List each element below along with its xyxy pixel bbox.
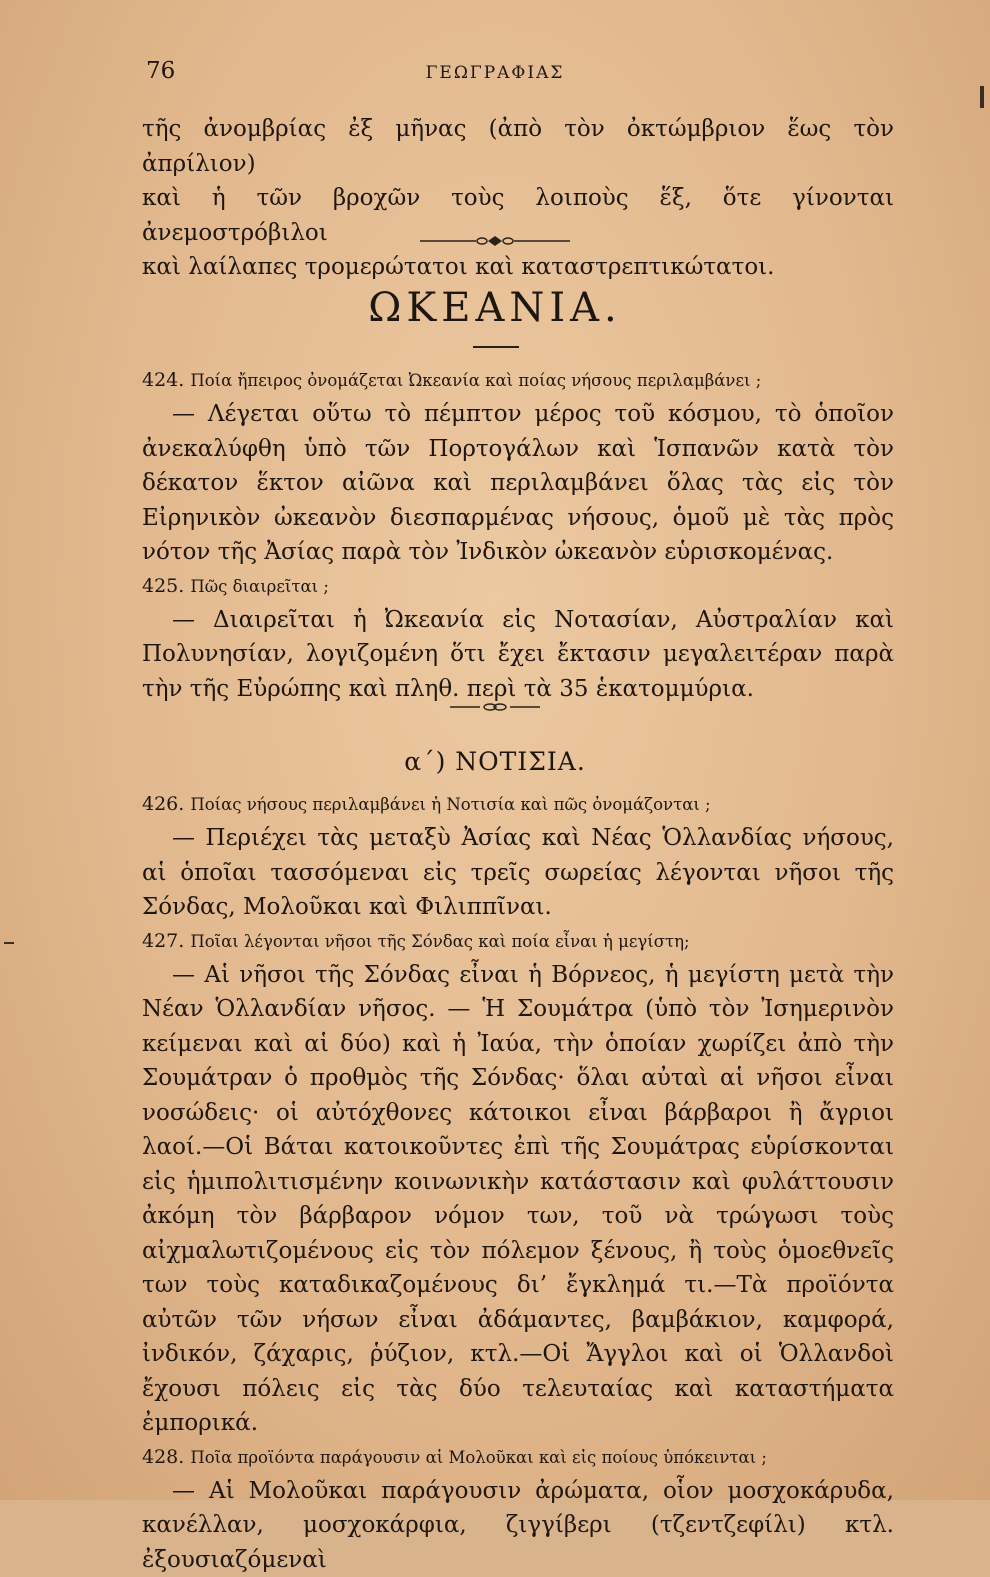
intro-line: καὶ λαίλαπες τρομερώτατοι καὶ καταστρεπτικώτατοι. xyxy=(142,250,894,285)
answer-427: — Αἱ νῆσοι τῆς Σόνδας εἶναι ἡ Βόρνεος, ἡ μεγίστη μετὰ τὴν Νέαν Ὁλλανδίαν νῆσος. — Ἡ Σουμάτρα (ὑπὸ τὸν Ἰσημερινὸν κείμεναι καὶ αἱ δύο) καὶ ἡ Ἰαύα, τὴν ὁποίαν χωρίζει ἀπὸ τὴν Σουμάτραν ὁ προθμὸς τῆς Σόνδας· ὅλαι αὐταὶ αἱ νῆσοι εἶναι νοσώδεις· οἱ αὐτόχθονες κάτοικοι εἶναι βάρβαροι ἢ ἄγριοι λαοί.—Οἱ Βάται κατοικοῦντες ἐπὶ τῆς Σουμάτρας εὑρίσκονται εἰς ἡμιπολιτισμένην κοινωνικὴν κατάστασιν καὶ φυλάττουσιν ἀκόμη τὸν βάρβαρον νόμον των, τοῦ νὰ τρώγωσι τοὺς αἰχμαλωτιζομένους εἰς τὸν πόλεμον ξένους, ἢ τοὺς ὁμοεθνεῖς των τοὺς καταδικαζομένους δι’ ἔγκλημά τι.—Τὰ προϊόντα αὐτῶν τῶν νήσων εἶναι ἀδάμαντες, βαμβάκιον, καμφορά, ἰνδικόν, ζάχαρις, ῥύζιον, κτλ.—Οἱ Ἄγγλοι καὶ οἱ Ὁλλανδοὶ ἔχουσι πόλεις εἰς τὰς δύο τελευταίας καὶ καταστήματα ἐμπορικά. xyxy=(142,958,894,1441)
title-underline xyxy=(473,346,519,348)
answer-426: — Περιέχει τὰς μεταξὺ Ἀσίας καὶ Νέας Ὁλλανδίας νήσους, αἱ ὁποῖαι τασσόμεναι εἰς τρεῖς σωρείας λέγονται νῆσοι τῆς Σόνδας, Μολοῦκαι καὶ Φιλιππῖναι. xyxy=(142,821,894,925)
question-number: 424. xyxy=(142,369,184,391)
page-number: 76 xyxy=(146,58,175,84)
question-number: 425. xyxy=(142,575,184,597)
section-body-notisia xyxy=(142,788,894,1577)
question-text: Ποῖα προϊόντα παράγουσιν αἱ Μολοῦκαι καὶ εἰς ποίους ὑπόκεινται ; xyxy=(190,1448,767,1467)
section-title: ΩΚΕΑΝΙΑ. xyxy=(0,285,990,331)
question-number: 426. xyxy=(142,793,184,815)
section-body-oceania xyxy=(142,364,894,706)
question-text: Πῶς διαιρεῖται ; xyxy=(190,577,329,596)
page-edge-mark xyxy=(4,942,14,944)
intro-line: τῆς ἀνομβρίας ἐξ μῆνας (ἀπὸ τὸν ὀκτώμβριον ἕως τὸν ἀπρίλιον) xyxy=(142,112,894,181)
flourish-divider-icon xyxy=(0,233,990,252)
answer-425: — Διαιρεῖται ἡ Ὠκεανία εἰς Νοτασίαν, Αὐστραλίαν καὶ Πολυνησίαν, λογιζομένη ὅτι ἔχει ἔκτασιν μεγαλειτέραν παρὰ τὴν τῆς Εὐρώπης καὶ πληθ. περὶ τὰ 35 ἑκατομμύρια. xyxy=(142,603,894,707)
question-425 xyxy=(142,570,894,603)
question-text: Ποία ἤπειρος ὀνομάζεται Ὠκεανία καὶ ποίας νήσους περιλαμβάνει ; xyxy=(190,371,761,390)
question-number: 428. xyxy=(142,1446,184,1468)
running-head: ΓΕΩΓΡΑΦΙΑΣ xyxy=(0,63,990,83)
question-426 xyxy=(142,788,894,821)
question-text: Ποίας νήσους περιλαμβάνει ἡ Νοτισία καὶ πῶς ὀνομάζονται ; xyxy=(190,795,710,814)
question-427 xyxy=(142,925,894,958)
question-text: Ποῖαι λέγονται νῆσοι τῆς Σόνδας καὶ ποία εἶναι ἡ μεγίστη; xyxy=(190,932,689,951)
intro-text xyxy=(142,112,894,285)
answer-424: — Λέγεται οὕτω τὸ πέμπτον μέρος τοῦ κόσμου, τὸ ὁποῖον ἀνεκαλύφθη ὑπὸ τῶν Πορτογάλων καὶ Ἱσπανῶν κατὰ τὸν δέκατον ἕκτον αἰῶνα καὶ περιλαμβάνει ὅλας τὰς εἰς τὸν Εἰρηνικὸν ὠκεανὸν διεσπαρμένας νήσους, ὁμοῦ μὲ τὰς πρὸς νότον τῆς Ἀσίας παρὰ τὸν Ἰνδικὸν ὠκεανὸν εὑρισκομένας. xyxy=(142,397,894,570)
page-edge-mark xyxy=(980,86,984,108)
question-428 xyxy=(142,1441,894,1474)
question-number: 427. xyxy=(142,930,184,952)
subsection-title: α΄) ΝΟΤΙΣΙΑ. xyxy=(0,747,990,776)
intro-line: καὶ ἡ τῶν βροχῶν τοὺς λοιποὺς ἕξ, ὅτε γίνονται ἀνεμοστρόβιλοι xyxy=(142,181,894,250)
answer-428: — Αἱ Μολοῦκαι παράγουσιν ἀρώματα, οἷον μοσχοκάρυδα, κανέλλαν, μοσχοκάρφια, ζιγγίβερι (τζεντζεφίλι) κτλ. ἐξουσιαζόμεναὶ xyxy=(142,1474,894,1577)
question-424 xyxy=(142,364,894,397)
flourish-divider-icon xyxy=(0,698,990,717)
